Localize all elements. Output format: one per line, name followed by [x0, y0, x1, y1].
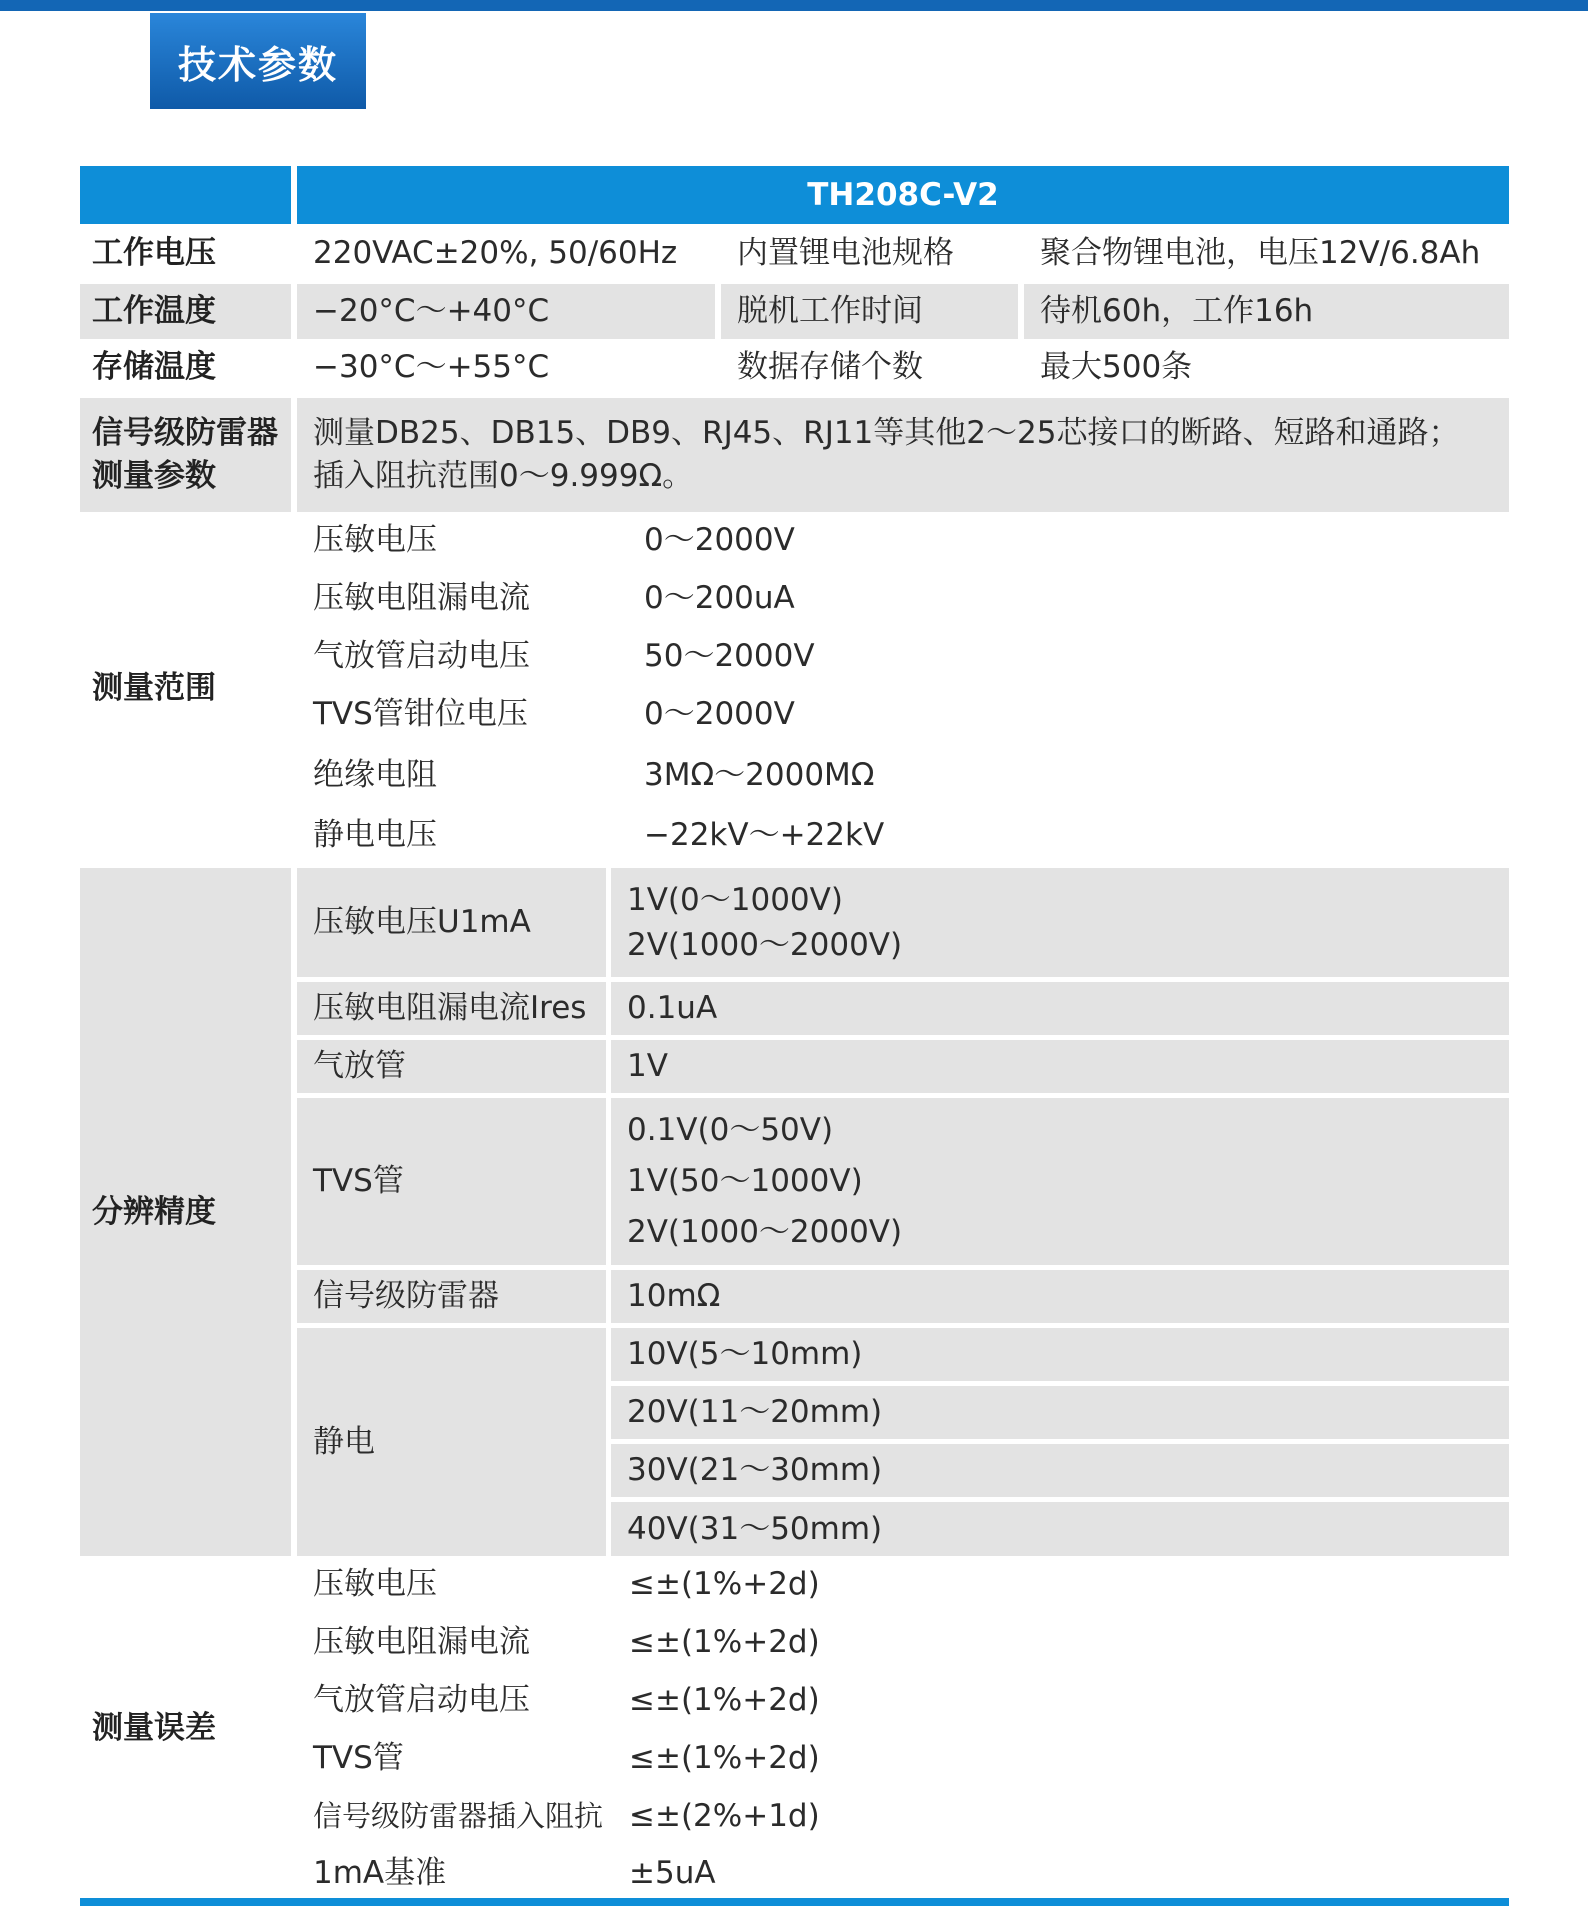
battery-spec-label: 内置锂电池规格 [737, 235, 954, 272]
table-row-name: 1mA基准 [313, 1854, 447, 1891]
working-voltage-label: 工作电压 [92, 235, 216, 272]
resolution-tvs-values [611, 1098, 1509, 1265]
table-row-name: 静电电压 [313, 817, 437, 854]
storage-temp-label: 存储温度 [92, 349, 216, 386]
table-row-value: 0～200uA [644, 580, 795, 617]
header-blank-cell [80, 166, 291, 224]
spd-label-line2: 测量参数 [92, 458, 216, 494]
resolution-leak-value: 0.1uA [611, 982, 1509, 1035]
table-row-name: 信号级防雷器插入阻抗 [313, 1799, 604, 1834]
resolution-spd-value: 10mΩ [611, 1270, 1509, 1323]
table-row-value: 3MΩ～2000MΩ [644, 756, 875, 793]
table-row-value: −22kV～+22kV [644, 817, 885, 854]
storage-temp-value: −30°C～+55°C [313, 349, 550, 386]
working-temp-value: −20°C～+40°C [297, 284, 715, 339]
bottom-accent-bar [80, 1898, 1509, 1906]
table-row-value: 0～2000V [644, 522, 795, 559]
table-row-value: ≤±(1%+2d) [629, 1682, 820, 1719]
table-row-value: ≤±(1%+2d) [629, 1624, 820, 1661]
offline-time-value: 待机60h，工作16h [1024, 284, 1509, 339]
table-row-name: 绝缘电阻 [313, 756, 437, 793]
table-row-name: 压敏电压 [313, 522, 437, 559]
offline-time-label: 脱机工作时间 [721, 284, 1018, 339]
data-storage-value: 最大500条 [1040, 349, 1193, 386]
resolution-gas-name: 气放管 [297, 1040, 606, 1093]
value-line: 1V(0～1000V) [627, 881, 843, 918]
table-row-name: 压敏电阻漏电流 [313, 580, 530, 617]
value-line: 0.1V(0～50V) [627, 1111, 834, 1148]
table-row-name: TVS管钳位电压 [313, 696, 528, 733]
spd-desc-line2: 插入阻抗范围0～9.999Ω。 [313, 458, 694, 494]
table-row-value: ±5uA [629, 1854, 716, 1891]
table-row-name: 压敏电阻漏电流 [313, 1624, 530, 1661]
spd-label-line1: 信号级防雷器 [92, 414, 278, 451]
resolution-leak-name: 压敏电阻漏电流Ires [297, 982, 606, 1035]
resolution-spd-name: 信号级防雷器 [297, 1270, 606, 1323]
resolution-gas-value: 1V [611, 1040, 1509, 1093]
table-row-value: ≤±(2%+1d) [629, 1798, 820, 1835]
top-accent-bar [0, 0, 1588, 11]
table-row-value: ≤±(1%+2d) [629, 1566, 820, 1603]
table-row-name: TVS管 [313, 1740, 404, 1777]
value-line: 2V(1000～2000V) [627, 926, 903, 963]
resolution-varistor-values [611, 868, 1509, 977]
spd-params-desc [297, 398, 1509, 512]
table-row-name: 气放管启动电压 [313, 1682, 530, 1719]
resolution-tvs-name: TVS管 [297, 1098, 606, 1265]
resolution-static-value: 40V(31～50mm) [611, 1502, 1509, 1556]
table-row-value: 50～2000V [644, 638, 815, 675]
working-voltage-value: 220VAC±20%, 50/60Hz [313, 235, 678, 272]
value-line: 2V(1000～2000V) [627, 1214, 903, 1251]
table-row-name: 气放管启动电压 [313, 638, 530, 675]
spd-desc-line1: 测量DB25、DB15、DB9、RJ45、RJ11等其他2～25芯接口的断路、短路和通路； [313, 414, 1460, 451]
section-title: 技术参数 [150, 13, 366, 109]
resolution-group-label: 分辨精度 [80, 868, 291, 1556]
resolution-static-value: 10V(5～10mm) [611, 1328, 1509, 1381]
table-row-value: 0～2000V [644, 696, 795, 733]
value-line: 1V(50～1000V) [627, 1162, 863, 1199]
data-storage-label: 数据存储个数 [737, 349, 923, 386]
error-group-label: 测量误差 [92, 1709, 216, 1746]
resolution-static-value: 30V(21～30mm) [611, 1444, 1509, 1497]
resolution-static-name: 静电 [297, 1328, 606, 1556]
table-row-value: ≤±(1%+2d) [629, 1740, 820, 1777]
range-group-label: 测量范围 [92, 669, 216, 706]
model-header: TH208C-V2 [297, 166, 1509, 224]
resolution-static-value: 20V(11～20mm) [611, 1386, 1509, 1439]
working-temp-label: 工作温度 [80, 284, 291, 339]
resolution-varistor-name: 压敏电压U1mA [297, 868, 606, 977]
battery-spec-value: 聚合物锂电池，电压12V/6.8Ah [1040, 235, 1481, 272]
spd-params-label [80, 398, 291, 512]
table-row-name: 压敏电压 [313, 1566, 437, 1603]
